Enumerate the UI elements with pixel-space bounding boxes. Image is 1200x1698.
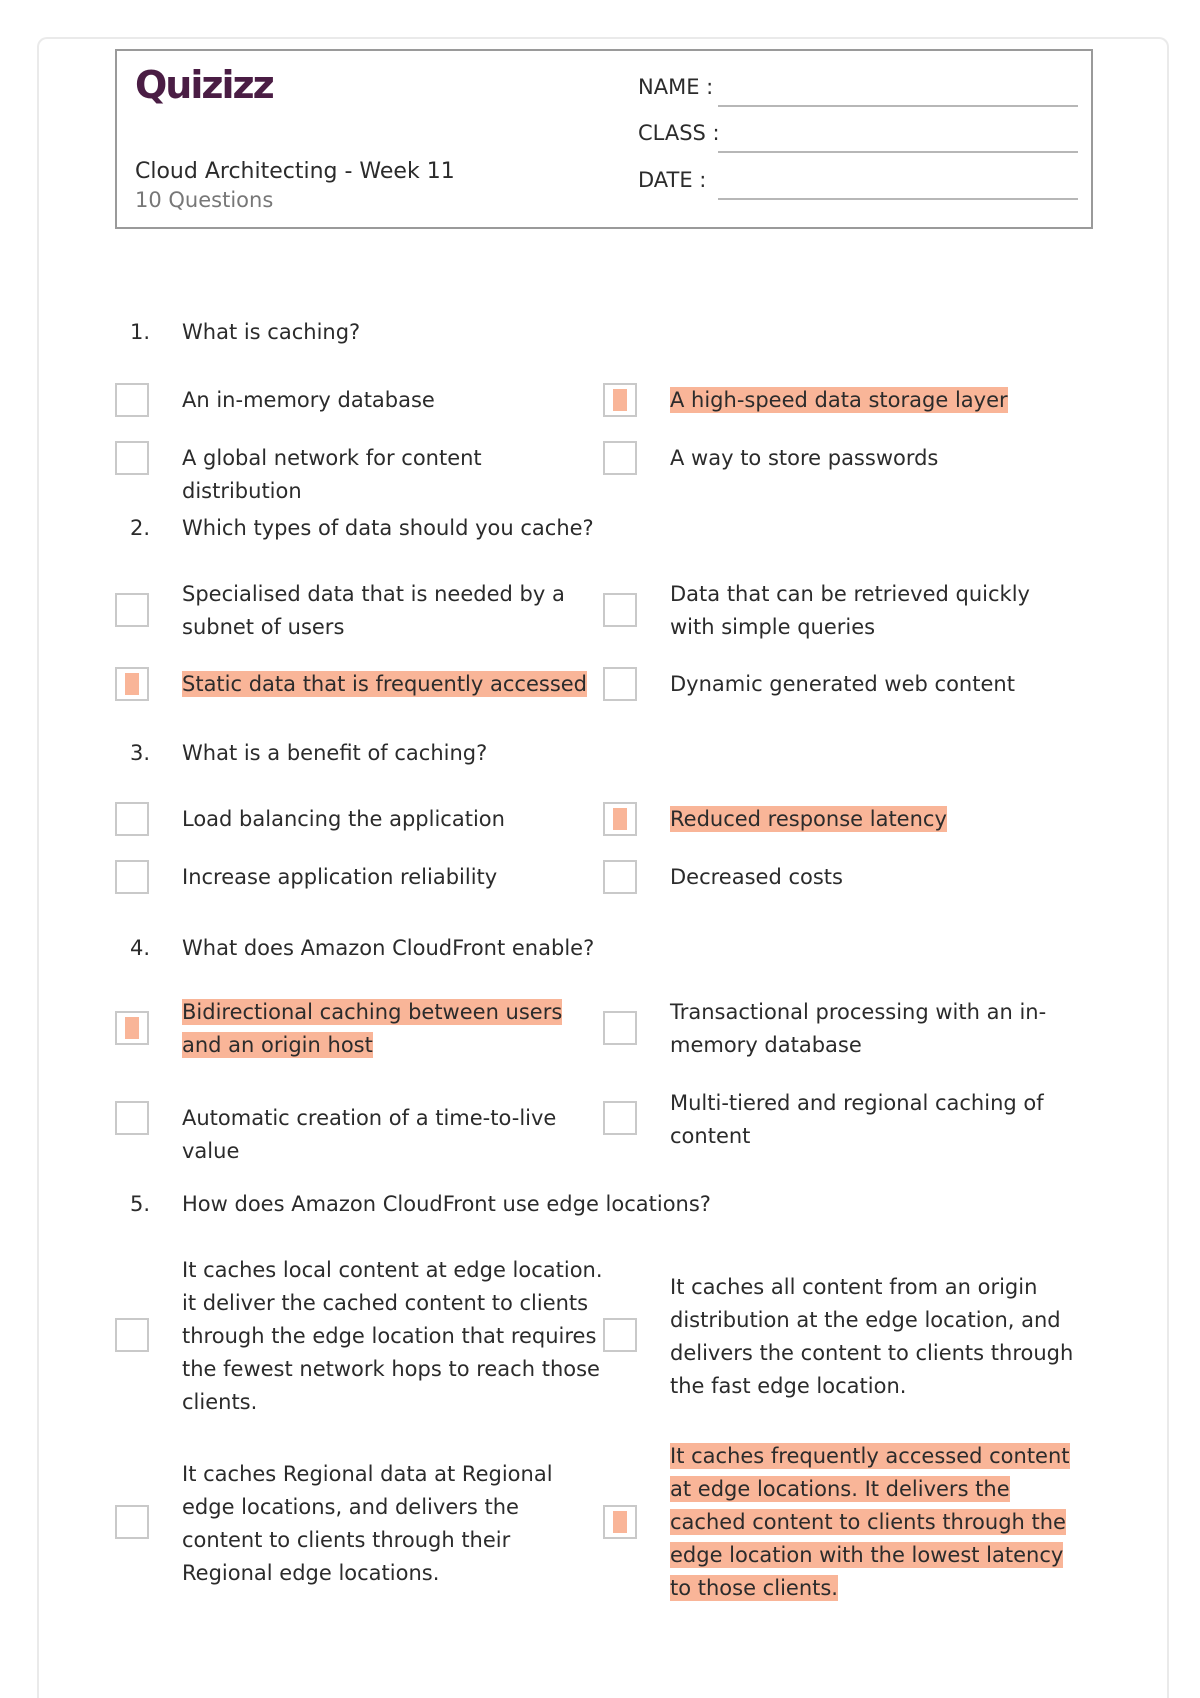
q4-option-2-checkbox[interactable] xyxy=(603,1011,637,1045)
q1-option-4: A way to store passwords xyxy=(670,446,939,470)
q3-option-2: Reduced response latency xyxy=(670,807,947,831)
question-2-text: Which types of data should you cache? xyxy=(182,516,594,540)
q3-option-1-checkbox[interactable] xyxy=(115,802,149,836)
class-field[interactable] xyxy=(638,121,1078,153)
q1-option-3-checkbox[interactable] xyxy=(115,441,149,475)
q5-option-4: It caches frequently accessed content at edge locations. It delivers the cached content to clients through the edge location with the lowest latency to those clients. xyxy=(670,1444,1070,1600)
question-5-number: 5. xyxy=(130,1192,151,1216)
question-count: 10 Questions xyxy=(135,188,274,212)
question-5-text: How does Amazon CloudFront use edge locations? xyxy=(182,1192,711,1216)
quiz-title: Cloud Architecting - Week 11 xyxy=(135,159,455,184)
q2-option-1-checkbox[interactable] xyxy=(115,593,149,627)
q4-option-3: Automatic creation of a time-to-live value xyxy=(182,1106,557,1163)
q2-option-1: Specialised data that is needed by a subnet of users xyxy=(182,582,565,639)
q5-option-3-checkbox[interactable] xyxy=(115,1505,149,1539)
q5-option-4-checkbox[interactable] xyxy=(603,1505,637,1539)
q3-option-2-checkbox[interactable] xyxy=(603,802,637,836)
q5-option-2-checkbox[interactable] xyxy=(603,1318,637,1352)
q1-option-4-checkbox[interactable] xyxy=(603,441,637,475)
q2-option-2: Data that can be retrieved quickly with simple queries xyxy=(670,582,1030,639)
q2-option-4-checkbox[interactable] xyxy=(603,667,637,701)
q3-option-4-checkbox[interactable] xyxy=(603,860,637,894)
date-field[interactable] xyxy=(638,168,1078,200)
q5-option-2: It caches all content from an origin distribution at the edge location, and delivers the content to clients through the fast edge location. xyxy=(670,1275,1074,1398)
q3-option-1: Load balancing the application xyxy=(182,807,505,831)
class-line xyxy=(718,151,1078,153)
question-3-text: What is a benefit of caching? xyxy=(182,741,488,765)
q3-option-3-checkbox[interactable] xyxy=(115,860,149,894)
q4-option-4: Multi-tiered and regional caching of content xyxy=(670,1091,1044,1148)
q1-option-1-checkbox[interactable] xyxy=(115,383,149,417)
name-field[interactable] xyxy=(638,75,1078,107)
question-4-number: 4. xyxy=(130,936,151,960)
q2-option-4: Dynamic generated web content xyxy=(670,672,1015,696)
q1-option-1: An in-memory database xyxy=(182,388,435,412)
q1-option-2: A high-speed data storage layer xyxy=(670,388,1008,412)
q2-option-3-checkbox[interactable] xyxy=(115,667,149,701)
q4-option-2: Transactional processing with an in-memory database xyxy=(670,1000,1047,1057)
q5-option-3: It caches Regional data at Regional edge locations, and delivers the content to clients through their Regional edge locations. xyxy=(182,1462,553,1585)
q5-option-1: It caches local content at edge location. it deliver the cached content to clients through the edge location that requires the fewest network hops to reach those clients. xyxy=(182,1258,603,1414)
q5-option-1-checkbox[interactable] xyxy=(115,1318,149,1352)
question-3-number: 3. xyxy=(130,741,151,765)
q4-option-3-checkbox[interactable] xyxy=(115,1101,149,1135)
q1-option-3: A global network for content distribution xyxy=(182,446,482,503)
date-label: DATE : xyxy=(638,168,707,192)
question-1-number: 1. xyxy=(130,320,151,344)
question-1-text: What is caching? xyxy=(182,320,361,344)
q3-option-3: Increase application reliability xyxy=(182,865,498,889)
q4-option-4-checkbox[interactable] xyxy=(603,1101,637,1135)
question-4-text: What does Amazon CloudFront enable? xyxy=(182,936,595,960)
name-label: NAME : xyxy=(638,75,714,99)
q4-option-1-checkbox[interactable] xyxy=(115,1011,149,1045)
class-label: CLASS : xyxy=(638,121,720,145)
name-line xyxy=(718,105,1078,107)
worksheet-header xyxy=(115,49,1093,229)
q4-option-1: Bidirectional caching between users and an origin host xyxy=(182,1000,563,1057)
question-2-number: 2. xyxy=(130,516,151,540)
date-line xyxy=(718,198,1078,200)
q2-option-2-checkbox[interactable] xyxy=(603,593,637,627)
q2-option-3: Static data that is frequently accessed xyxy=(182,672,588,696)
q1-option-2-checkbox[interactable] xyxy=(603,383,637,417)
quizizz-logo: Quizizz xyxy=(135,63,273,107)
q3-option-4: Decreased costs xyxy=(670,865,843,889)
